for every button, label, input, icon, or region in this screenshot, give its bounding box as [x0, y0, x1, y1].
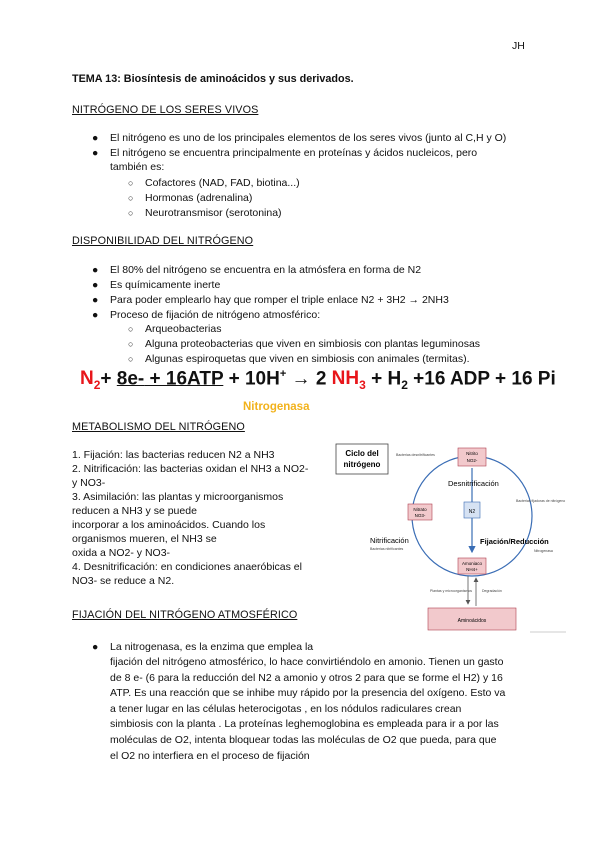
ammonia-formula: NH4+ [466, 567, 478, 572]
paragraph-line: simbiosis con la planta . La proteínas leghemoglobina es empleada para ir a por las [110, 718, 499, 731]
sub-list-item: ○ Algunas espiroquetas que viven en simbiosis con animales (termitas). [128, 353, 470, 365]
section-heading-nitrogen-living: NITRÓGENO DE LOS SERES VIVOS [72, 104, 259, 116]
enzyme-label: Nitrogenasa [243, 401, 310, 413]
note-degradation: Degradación [482, 589, 502, 593]
author-initials: JH [512, 40, 525, 52]
list-item: ● El nitrógeno es uno de los principales elementos de los seres vivos (junto al C,H y O) [92, 132, 507, 144]
paragraph-line: el O2 no interfiera en el proceso de fijación [110, 749, 310, 762]
title-text: Biosíntesis de aminoácidos y sus derivados. [123, 73, 354, 85]
metabolism-line: y NO3- [72, 477, 106, 489]
paragraph-line: a tener lugar en las células heterocigotas , en los nódulos radiculares crean [110, 702, 462, 715]
metabolism-line: 3. Asimilación: las plantas y microorganismos [72, 491, 284, 503]
paragraph-line: ATP. Es una reacción que se inhibe muy rápido por la presencia del oxígeno. Esto va [110, 687, 506, 700]
amino-acids-label: Aminoácidos [457, 618, 487, 624]
n2-term: $N_2$ [80, 368, 101, 393]
nitrogen-fixation-equation: $N_2+ 8e- + 16ATP + 10H^+ \to 2$ $NH_3 + H_2 +16$ ADP + 16 Pi [80, 368, 556, 393]
diagram-title-line1: Ciclo del [345, 449, 379, 458]
sub-list-item: ○ Cofactores (NAD, FAD, biotina...) [128, 177, 300, 189]
paragraph-line: de 8 e- (6 para la reducción del N2 a amonio y otros 2 para que se forme el H2) y 16 [110, 671, 503, 684]
fixation-paragraph [110, 655, 540, 764]
sub-list-item: ○ Hormonas (adrenalina) [128, 192, 253, 204]
section-heading-nitrogen-availability: DISPONIBILIDAD DEL NITRÓGENO [72, 235, 254, 247]
diagram-title-line2: nitrógeno [343, 460, 381, 469]
list-item-continuation: también es: [110, 161, 165, 173]
metabolism-line: 4. Desnitrificación: en condiciones anaeróbicas el [72, 561, 302, 573]
page-title [72, 73, 354, 85]
atp-term: + 16ATP [144, 368, 224, 390]
ammonia-label: Amoniaco [461, 561, 483, 566]
paragraph-line: moléculas de O2, intenta bloquear todas las moléculas de O2 que pueda, para que [110, 733, 497, 746]
note-denitrifying-bacteria: Bacterias desnitrificantes [396, 453, 435, 457]
sub-list-item: ○ Alguna proteobacterias que viven en simbiosis con plantas leguminosas [128, 338, 481, 350]
metabolism-steps [72, 448, 332, 588]
n2-label: N2 [468, 509, 476, 515]
paragraph-line: fijación del nitrógeno atmosférico, lo hace convirtiéndolo en amonio. Tienen un gasto [110, 656, 504, 668]
nitrate-formula: NO3- [414, 513, 426, 518]
title-label: TEMA 13: [72, 73, 121, 85]
metabolism-line: organismos mueren, el NH3 se [72, 533, 217, 545]
nh3-term: $NH_3$ [331, 368, 366, 393]
list-item: ● El nitrógeno se encuentra principalmente en proteínas y ácidos nucleicos, pero [92, 147, 478, 159]
note-fixing-bacteria: Bacterias fijadoras de nitrógeno [516, 499, 566, 503]
fixation-label: Fijación/Reducción [480, 537, 549, 546]
metabolism-line: NO3- se reduce a N2. [72, 575, 175, 587]
list-item: ● Es químicamente inerte [92, 279, 221, 291]
denitrification-label: Desnitrificación [448, 479, 499, 488]
metabolism-line: 1. Fijación: las bacterias reducen N2 a NH3 [72, 449, 275, 461]
note-assimilation: Plantas y microorganismos [430, 589, 473, 593]
nitrite-formula: NO2- [466, 458, 478, 463]
metabolism-line: incorporar a los aminoácidos. Cuando los [72, 519, 266, 531]
list-item: ● La nitrogenasa, es la enzima que emplea la [92, 641, 314, 653]
sub-list-item: ○ Neurotransmisor (serotonina) [128, 207, 282, 219]
section-heading-nitrogen-metabolism: METABOLISMO DEL NITRÓGENO [72, 421, 245, 433]
list-item: ● Para poder emplearlo hay que romper el triple enlace N2 + 3H2 → 2NH3 [92, 294, 449, 306]
electrons-term: 8e- [116, 368, 145, 390]
nitrite-label: Nitrito [466, 451, 478, 456]
list-item: ● Proceso de fijación de nitrógeno atmosférico: [92, 309, 321, 321]
nitrification-label: Nitrificación [370, 536, 409, 545]
note-nitrogenase: Nitrogenasa [534, 549, 553, 553]
metabolism-line: reducen a NH3 y se puede [72, 505, 197, 517]
metabolism-line: oxida a NO2- y NO3- [72, 547, 171, 559]
section-heading-atmospheric-fixation: FIJACIÓN DEL NITRÓGENO ATMOSFÉRICO [72, 609, 298, 621]
sub-list-item: ○ Arqueobacterias [128, 323, 222, 335]
note-nitrifying-bacteria: Bacterias nitrificantes [370, 547, 404, 551]
nitrate-label: Nitrato [413, 507, 427, 512]
list-item: ● El 80% del nitrógeno se encuentra en la atmósfera en forma de N2 [92, 264, 422, 276]
nitrogen-cycle-diagram [330, 440, 570, 640]
metabolism-line: 2. Nitrificación: las bacterias oxidan el NH3 a NO2- [72, 463, 309, 475]
